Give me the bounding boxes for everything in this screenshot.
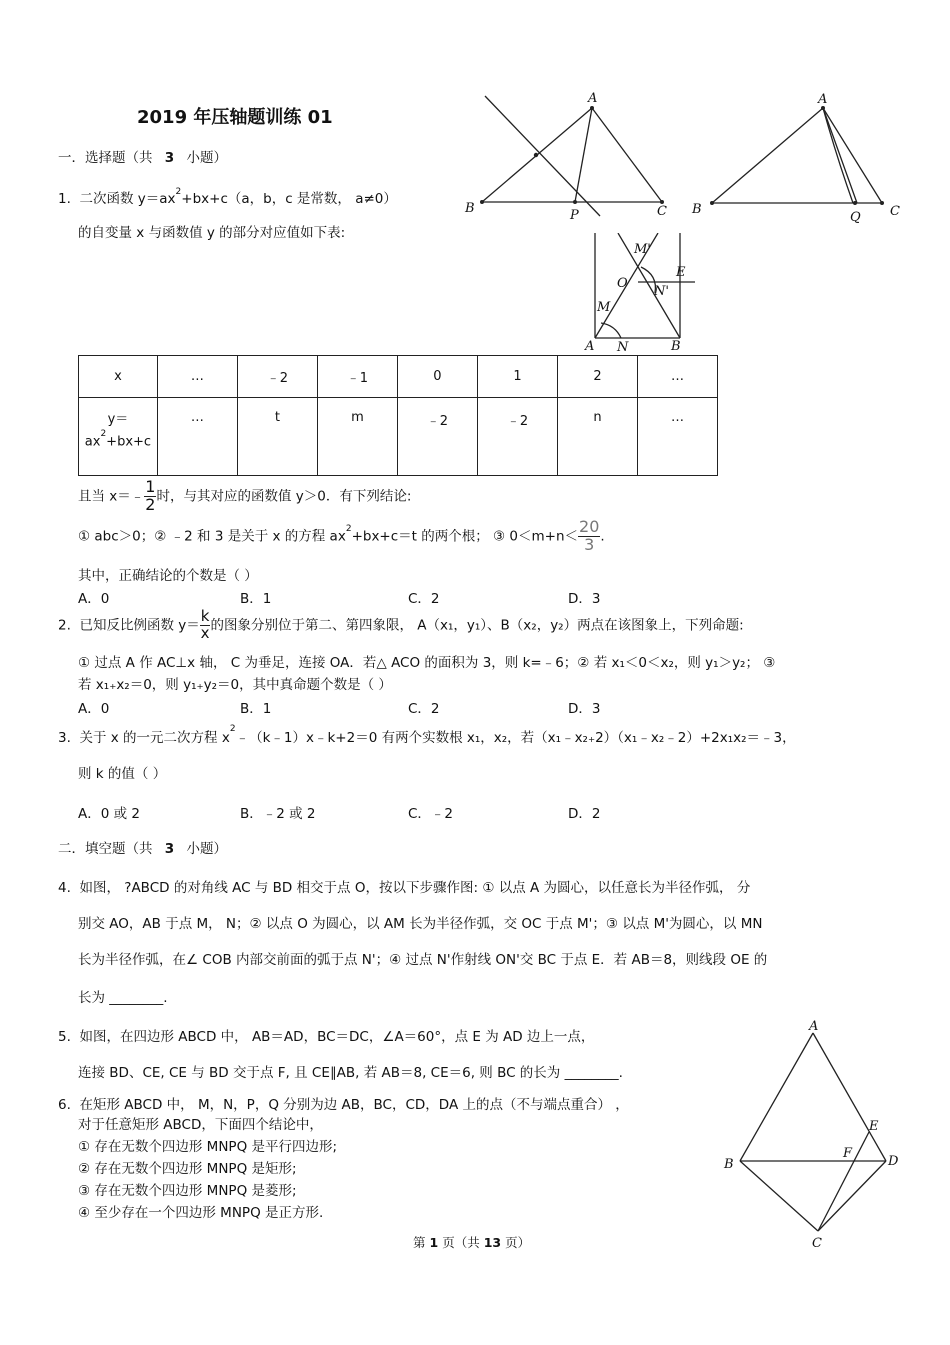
label-a: A [588, 91, 598, 106]
option-a: A．0 [78, 591, 110, 607]
question-1-line1: 1. 二次函数 $y=ax^2+bx+c(a$，b，c 是常数， a≠0） [58, 186, 397, 207]
triangle-figure-1 [455, 88, 685, 228]
option-c: C．2 [408, 701, 440, 717]
question-1-line2: 的自变量 x 与函数值 y 的部分对应值如下表: [78, 225, 346, 241]
table-cell: … [157, 356, 237, 398]
value-table [78, 355, 718, 476]
option-a: A．0 或 2 [78, 806, 140, 822]
table-row [79, 356, 718, 398]
label-b: B [465, 201, 475, 216]
label-n: N [617, 340, 629, 355]
label-a: A [809, 1019, 819, 1034]
quadrilateral-figure [718, 1015, 908, 1255]
list-item: ④ 至少存在一个四边形 MNPQ 是正方形. [78, 1205, 324, 1221]
question-1-condition: 且当 x＝﹣ $\frac{1}{2}$ 时，与其对应的函数值 y＞0．有下列结论: [78, 477, 412, 514]
table-cell: … [157, 398, 237, 476]
section-2-heading: 二．填空题（共 3 小题） [58, 841, 227, 857]
label-q: Q [850, 210, 861, 225]
question-2-line1: 2. 已知反比例函数 y＝ $\frac{k}{x}$ 的图象分别位于第二、第四象限， A（x₁，y₁）、B（x₂，y₂）两点在该图象上，下列命题: [58, 607, 744, 642]
table-cell: x [79, 356, 158, 398]
question-6-line1: 6. 在矩形 ABCD 中， M，N，P，Q 分别为边 AB，BC，CD，DA 上的点（不与端点重合） ， [58, 1097, 629, 1113]
list-item: ③ 存在无数个四边形 MNPQ 是菱形; [78, 1183, 297, 1199]
table-cell: y＝ $ax^2+bx+c$ [79, 398, 158, 476]
question-3-line2: 则 k 的值（ ） [78, 766, 167, 782]
table-cell: … [637, 398, 717, 476]
question-5-line2: 连接 BD、CE, CE 与 BD 交于点 F, 且 CE∥AB, 若 AB＝8, CE＝6, 则 BC 的长为 ________. [78, 1065, 623, 1081]
question-4-line1: 4. 如图， ?ABCD 的对角线 AC 与 BD 相交于点 O，按以下步骤作图: ① 以点 A 为圆心，以任意长为半径作弧， 分 [58, 880, 751, 896]
label-m: M [597, 300, 611, 315]
list-item: ② 存在无数个四边形 MNPQ 是矩形; [78, 1161, 297, 1177]
table-cell: … [637, 356, 717, 398]
question-2-line2: ① 过点 A 作 AC⊥x 轴， C 为垂足，连接 OA．若△ ACO 的面积为 3，则 k=﹣6；② 若 x₁＜0＜x₂，则 y₁＞y₂； ③ [78, 655, 776, 671]
question-2-line3: 若 x₁₊x₂＝0，则 y₁₊y₂＝0，其中真命题个数是（ ） [78, 677, 392, 693]
label-b: B [724, 1157, 734, 1172]
label-b: B [692, 202, 702, 217]
option-b: B．1 [240, 701, 272, 717]
label-b: B [671, 339, 681, 354]
label-c: C [812, 1236, 822, 1251]
question-1-conclusions: ① abc＞0；② ﹣2 和 3 是关于 x 的方程 $ax^2+bx+c=t$ 的两个根； ③ 0＜m+n＜ $\frac{20}{3}$ . [78, 517, 605, 554]
triangle-figure-2 [685, 88, 915, 228]
question-4-line4: 长为 ________. [78, 990, 168, 1006]
option-d: D．3 [568, 591, 601, 607]
option-b: B．﹣2 或 2 [240, 806, 316, 822]
question-1-ask: 其中，正确结论的个数是（ ） [78, 568, 258, 584]
table-row [79, 398, 718, 476]
label-f: F [843, 1146, 853, 1161]
table-cell: 1 [477, 356, 557, 398]
question-6-line2: 对于任意矩形 ABCD，下面四个结论中， [78, 1117, 323, 1133]
table-cell: ﹣2 [237, 356, 317, 398]
option-a: A．0 [78, 701, 110, 717]
question-3-line1: 3. 关于 x 的一元二次方程 $x^2﹣(k﹣1)x﹣k+2=0$ 有两个实数根 x₁，x₂，若（x₁﹣x₂₊2）（x₁﹣x₂﹣2）+2x₁x₂＝﹣3， [58, 723, 796, 746]
label-a: A [585, 339, 595, 354]
table-cell: n [557, 398, 637, 476]
label-e: E [869, 1119, 879, 1134]
table-cell: ﹣2 [477, 398, 557, 476]
page-title: 2019 年压轴题训练 01 [137, 107, 333, 128]
table-cell: 2 [557, 356, 637, 398]
table-cell: t [237, 398, 317, 476]
table-cell: ﹣1 [317, 356, 397, 398]
label-c: C [657, 204, 667, 219]
option-b: B．1 [240, 591, 272, 607]
label-a: A [818, 92, 828, 107]
question-4-line3: 长为半径作弧，在∠ COB 内部交前面的弧于点 N'；④ 过点 N'作射线 ON'交 BC 于点 E．若 AB＝8，则线段 OE 的 [78, 952, 768, 968]
option-c: C．2 [408, 591, 440, 607]
label-n-prime: N' [654, 284, 669, 299]
label-m-prime: M' [634, 242, 651, 257]
question-5-line1: 5. 如图，在四边形 ABCD 中， AB＝AD，BC＝DC，∠A＝60°，点 E 为 AD 边上一点， [58, 1029, 595, 1045]
label-e: E [676, 265, 686, 280]
option-d: D．3 [568, 701, 601, 717]
label-c: C [890, 204, 900, 219]
section-1-heading: 一．选择题（共 3 小题） [58, 150, 227, 166]
page-footer: 第 1 页（共 13 页） [413, 1235, 531, 1250]
label-d: D [888, 1154, 899, 1169]
construction-figure [583, 233, 698, 355]
label-p: P [570, 208, 579, 223]
table-cell: m [317, 398, 397, 476]
table-cell: 0 [397, 356, 477, 398]
question-4-line2: 别交 AO，AB 于点 M， N；② 以点 O 为圆心，以 AM 长为半径作弧，交 OC 于点 M'；③ 以点 M'为圆心，以 MN [78, 916, 763, 932]
list-item: ① 存在无数个四边形 MNPQ 是平行四边形; [78, 1139, 338, 1155]
label-o: O [617, 276, 628, 291]
option-c: C．﹣2 [408, 806, 454, 822]
option-d: D．2 [568, 806, 601, 822]
table-cell: ﹣2 [397, 398, 477, 476]
